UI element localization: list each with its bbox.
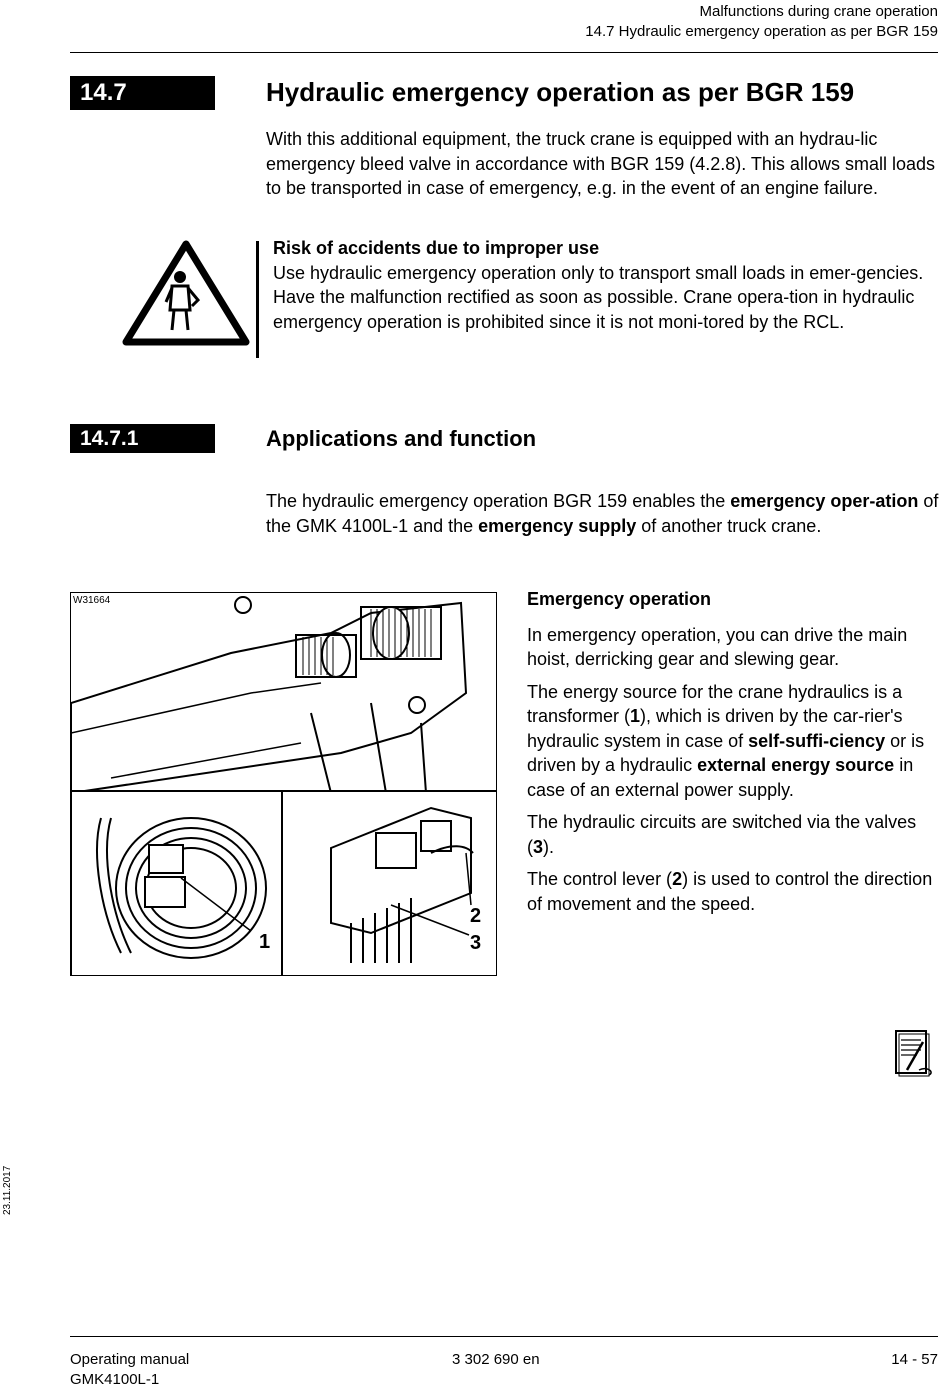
callout-1: 1	[259, 931, 271, 953]
emergency-title: Emergency operation	[527, 589, 712, 609]
section-number: 14.7	[70, 76, 215, 110]
footer-doc-number: 3 302 690 en	[452, 1351, 540, 1368]
subsection-intro	[266, 489, 944, 538]
footer-doc-type: Operating manual	[70, 1351, 190, 1368]
hazard-person-warning-icon	[122, 240, 250, 346]
intro-part-2: of the GMK 4100L-1 and the	[266, 491, 939, 536]
para2-text-2: ), which is driven by the car-rier's hydraulic system in case of	[527, 706, 903, 751]
section-title: Hydraulic emergency operation as per BGR 159	[266, 77, 855, 107]
side-date: 23.11.2017	[2, 1165, 13, 1215]
section-intro	[266, 127, 941, 201]
warning-bar	[256, 241, 259, 358]
notepad-pen-icon	[893, 1028, 939, 1078]
warning-text: Use hydraulic emergency operation only to transport small loads in emer-gencies. Have the malfunction rectified as soon as possible. Crane opera-tion in hydraulic emergency operation is prohibited since it is not moni-tored by the RCL.	[273, 262, 924, 332]
header-section: 14.7 Hydraulic emergency operation as per BGR 159	[585, 23, 938, 40]
para2-text-4: in case of an external power supply.	[527, 755, 914, 800]
para2-bold-2: external energy source	[697, 755, 895, 775]
section-intro-text: With this additional equipment, the truck crane is equipped with an hydrau-lic emergency bleed valve in accordance with BGR 159 (4.2.8). This allows small loads to be transported in case of emergency, e.g. in the event of an engine failure.	[266, 129, 935, 198]
subsection-number: 14.7.1	[70, 424, 215, 453]
para2-text-1: The energy source for the crane hydraulics is a transformer (	[527, 681, 903, 726]
crane-drawing	[71, 593, 497, 976]
intro-part-1: The hydraulic emergency operation BGR 159 enables the	[266, 491, 731, 511]
crane-hydraulics-figure	[70, 592, 497, 976]
para4-ref-2: 2	[672, 869, 683, 889]
para2-text-3: or is driven by a hydraulic	[527, 730, 925, 775]
para3-text-1: The hydraulic circuits are switched via the valves (	[527, 812, 917, 857]
emergency-para-1: In emergency operation, you can drive the main hoist, derricking gear and slewing gear.	[527, 624, 908, 669]
header-rule	[70, 52, 938, 53]
intro-part-3: of another truck crane.	[636, 515, 822, 536]
warning-title: Risk of accidents due to improper use	[273, 238, 600, 258]
para2-bold-1: self-suffi-ciency	[748, 730, 886, 751]
para2-ref-1: 1	[630, 706, 641, 726]
running-header	[585, 2, 938, 42]
emergency-operation-block	[527, 587, 941, 916]
footer-page: 14 - 57	[891, 1351, 938, 1368]
header-chapter: Malfunctions during crane operation	[699, 3, 938, 20]
warning-block	[273, 236, 941, 334]
intro-bold-1: emergency oper-ation	[730, 491, 919, 511]
footer-left	[70, 1350, 189, 1390]
emergency-para-2	[527, 680, 941, 803]
para4-text-2: ) is used to control the direction of movement and the speed.	[527, 869, 933, 914]
callout-2: 2	[470, 905, 482, 927]
footer-rule	[70, 1336, 938, 1337]
para3-text-2: ).	[543, 836, 555, 857]
callout-3: 3	[470, 932, 482, 954]
intro-bold-2: emergency supply	[478, 515, 637, 536]
para4-text-1: The control lever (	[527, 869, 673, 889]
para3-ref-3: 3	[533, 836, 544, 857]
footer-model: GMK4100L-1	[70, 1371, 160, 1388]
subsection-title: Applications and function	[266, 426, 537, 451]
emergency-para-4	[527, 867, 941, 916]
emergency-para-3	[527, 810, 941, 859]
figure-code: W31664	[73, 595, 111, 606]
